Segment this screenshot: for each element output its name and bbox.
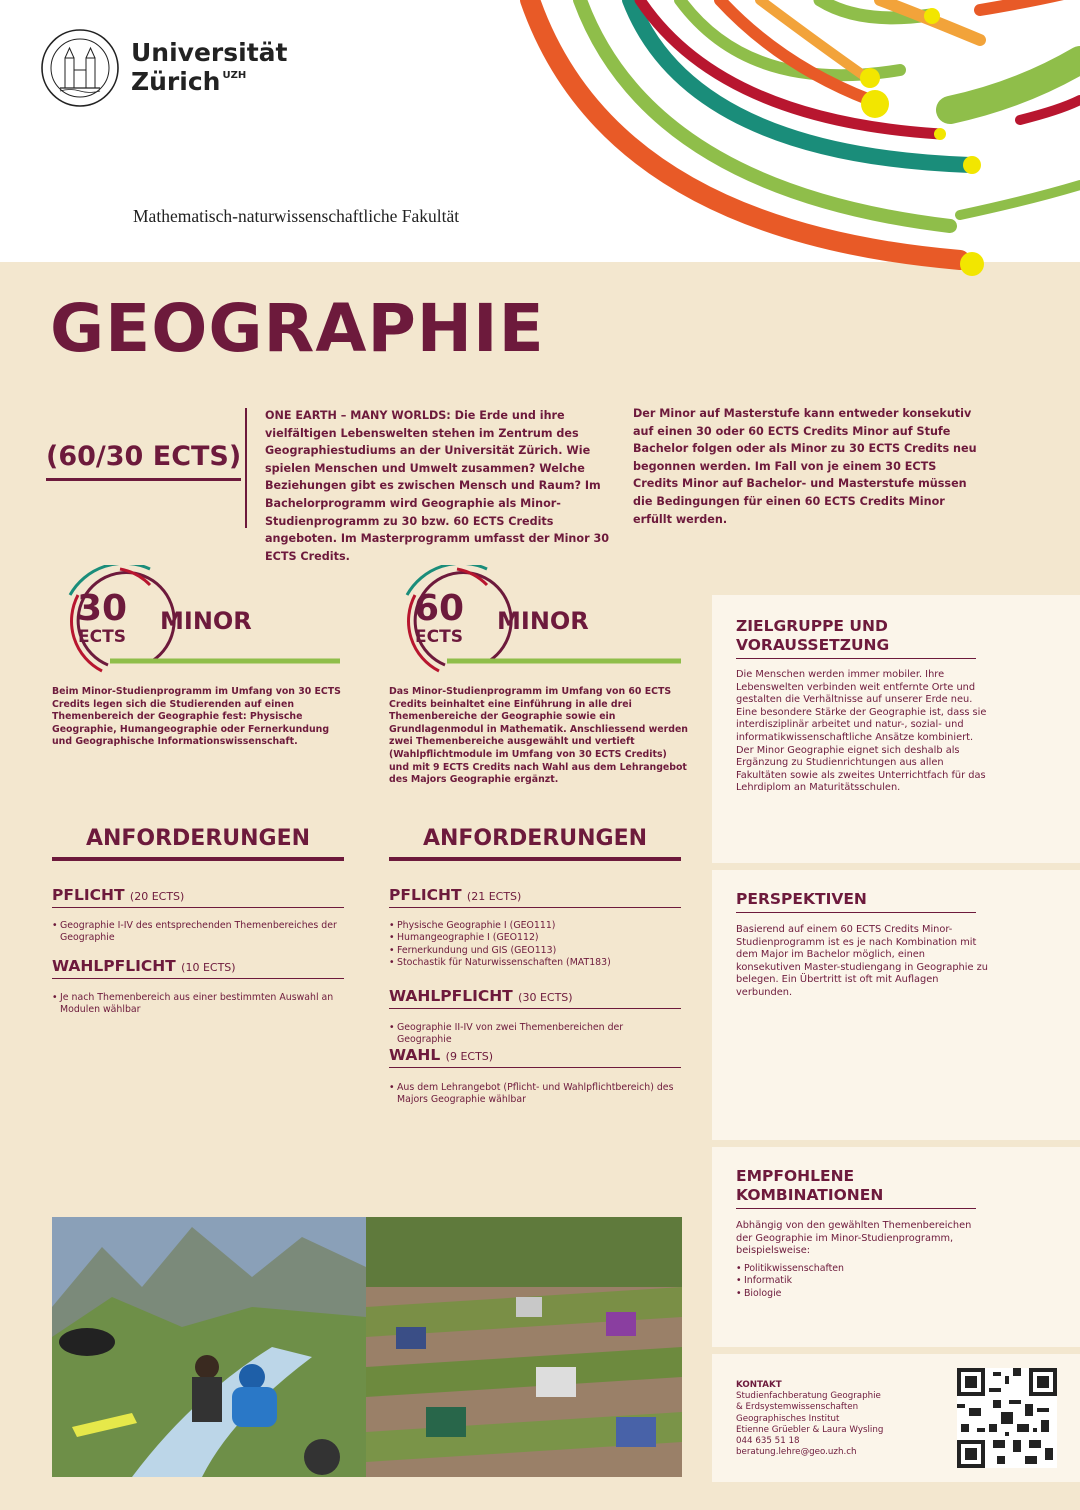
list-item: • Aus dem Lehrangebot (Pflicht- und Wahlpflichtbereich) des Majors Geographie wählbar [389,1082,679,1107]
wahlpflicht-ects: (30 ECTS) [518,991,573,1004]
minor60-wahlpflicht-heading [389,987,681,1009]
concentric-arc-graphic [520,0,1080,290]
list-item: • Biologie [736,1288,1026,1300]
pflicht-ects: (21 ECTS) [466,890,522,903]
wahlpflicht-ects: (10 ECTS) [181,961,236,974]
zielgruppe-panel [712,595,1080,863]
photo-mountain-stream [52,1217,366,1477]
faculty-name: Mathematisch-naturwissenschaftliche Fakultät [133,206,460,226]
list-item: • Je nach Themenbereich aus einer bestimmten Auswahl an Modulen wählbar [52,992,342,1017]
kombinationen-text: Abhängig von den gewählten Themenbereichen der Geographie im Minor-Studienprogramm, beispielsweise: [736,1220,972,1257]
list-item: • Stochastik für Naturwissenschaften (MAT183) [389,957,679,969]
pflicht-label: PFLICHT [52,886,125,904]
minor60-pflicht-list [389,920,679,970]
pflicht-label: PFLICHT [389,886,462,904]
minor60-wahlpflicht-list [389,1022,679,1047]
perspektiven-title: PERSPEKTIVEN [736,890,976,913]
minor30-unit: ECTS [78,627,126,647]
minor30-wahlpflicht-heading [52,957,344,979]
minor30-description: Beim Minor-Studienprogramm im Umfang von 30 ECTS Credits legen sich die Studierenden auf einen Themenbereich der Geographie fest: Physische Geographie, Humangeographie oder Fernerkundung und Geographische Informationswissenschaft. [52,686,341,748]
wahlpflicht-label: WAHLPFLICHT [389,987,513,1005]
list-item: • Fernerkundung und GIS (GEO113) [389,945,679,957]
wahlpflicht-label: WAHLPFLICHT [52,957,176,975]
photo-illustration [52,1217,366,1477]
divider [245,408,247,528]
qr-code-icon[interactable] [957,1368,1057,1468]
intro-right: Der Minor auf Masterstufe kann entweder konsekutiv auf einen 30 oder 60 ECTS Credits Minor auf Stufe Bachelor folgen oder als Minor zu 30 ECTS Credits neu begonnen werden. Im Fall von je einem 30 ECTS Credits Minor auf Bachelor- und Masterstufe müssen die Bedingungen für einen 60 ECTS Credits Minor erfüllt werden. [633,407,977,526]
minor60-badge [377,565,687,675]
list-item: • Geographie I-IV des entsprechenden Themenbereiches der Geographie [52,920,342,945]
pflicht-ects: (20 ECTS) [129,890,185,903]
wahl-label: WAHL [389,1046,441,1064]
contact-line: Studienfachberatung Geographie [736,1391,881,1402]
list-item: • Geographie II-IV von zwei Themenbereichen der Geographie [389,1022,679,1047]
minor60-unit: ECTS [415,627,463,647]
photo-illustration [366,1217,682,1477]
kombinationen-panel [712,1147,1080,1347]
minor60-number: 60 [413,588,465,629]
perspektiven-text: Basierend auf einem 60 ECTS Credits Minor-Studienprogramm ist es je nach Kombination mit dem Major im Bachelor möglich, einen konsekutiven Master-studiengang in Geographie zu belegen. Ein Übertritt ist oft mit Auflagen verbunden. [736,924,988,998]
zielgruppe-title: ZIELGRUPPE UND VORAUSSETZUNG [736,617,976,659]
university-name [131,38,287,102]
minor30-wahlpflicht-list [52,992,342,1017]
wahl-ects: (9 ECTS) [445,1050,494,1063]
contact-line: Etienne Grüebler & Laura Wysling [736,1424,884,1435]
kombinationen-list [736,1263,1026,1300]
photo-field-workers [366,1217,682,1477]
header-band [0,0,1080,262]
zielgruppe-text: Die Menschen werden immer mobiler. Ihre Lebenswelten verbinden weit entfernte Orte und gestalten die Verhältnisse auf unserer Erde neu. Eine besondere Stärke der Geographie ist, dass sie interdisziplinär arbeitet und natur-, sozial- und informatikwissenschaftliche Ansätze kombiniert. Der Minor Geographie eignet sich deshalb als Ergänzung zu Studienrichtungen aus allen Fakultäten sowie als zweites Unterrichtfach für das Lehrdiplom an Maturitätsschulen. [736,669,987,794]
contact-heading: KONTAKT [736,1380,782,1390]
minor60-wahl-heading [389,1046,681,1068]
minor60-requirements-title: ANFORDERUNGEN [389,826,681,861]
university-line2: Zürich $^{UZH}$ [131,67,247,96]
minor60-pflicht-heading [389,886,681,908]
list-item: • Politikwissenschaften [736,1263,1026,1275]
minor60-label: MINOR [497,607,589,635]
contact-email[interactable]: beratung.lehre@geo.uzh.ch [736,1447,857,1458]
contact-line: & Erdsystemwissenschaften [736,1402,859,1413]
minor30-label: MINOR [160,607,252,635]
university-seal-icon [40,28,120,108]
minor30-pflicht-heading [52,886,344,908]
perspektiven-panel [712,870,1080,1140]
intro-left: ONE EARTH – MANY WORLDS: Die Erde und ihre vielfältigen Lebenswelten stehen im Zentrum des Geographiestudiums an der Universität Zürich. Wie spielen Menschen und Umwelt zusammen? Welche Beziehungen gibt es zwischen Mensch und Raum? Im Bachelorprogramm wird Geographie als Minor-Studienprogramm zu 30 bzw. 60 ECTS Credits angeboten. Im Masterprogramm umfasst der Minor 30 ECTS Credits. [265,409,610,563]
kombinationen-title: EMPFOHLENE KOMBINATIONEN [736,1167,976,1209]
list-item: • Humangeographie I (GEO112) [389,932,679,944]
list-item: • Informatik [736,1275,1026,1287]
list-item: • Physische Geographie I (GEO111) [389,920,679,932]
ects-total: (60/30 ECTS) [46,441,241,481]
minor30-pflicht-list [52,920,342,945]
minor30-number: 30 [76,588,128,629]
minor30-badge [40,565,350,675]
uzh-suffix: UZH [222,70,247,81]
minor60-description: Das Minor-Studienprogramm im Umfang von 60 ECTS Credits beinhaltet eine Einführung in alle drei Themenbereiche der Geographie sowie ein Grundlagenmodul in Mathematik. Anschliessend werden zwei Themenbereiche ausgewählt und vertieft (Wahlpflichtmodule im Umfang von 30 ECTS Credits) und mit 9 ECTS Credits nach Wahl aus dem Lehrangebot des Majors Geographie ergänzt. [389,686,688,786]
university-line1: Universität [131,38,288,67]
minor60-wahl-list [389,1082,679,1107]
contact-line: Geographisches Institut [736,1413,840,1424]
page-title: GEOGRAPHIE [50,290,545,367]
minor30-requirements-title: ANFORDERUNGEN [52,826,344,861]
contact-info [736,1380,926,1458]
contact-phone[interactable]: 044 635 51 18 [736,1436,800,1447]
